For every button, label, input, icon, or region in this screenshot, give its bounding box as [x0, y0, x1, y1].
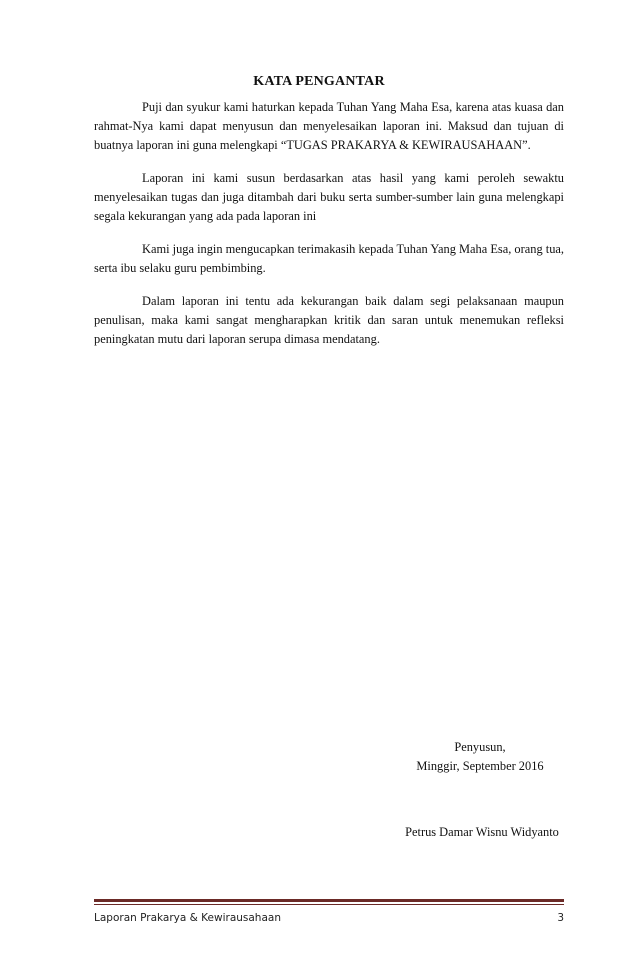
footer-rule-thick	[94, 899, 564, 902]
footer-document-title: Laporan Prakarya & Kewirausahaan	[94, 912, 281, 924]
signature-label: Penyusun,	[454, 740, 506, 754]
paragraph-4: Dalam laporan ini tentu ada kekurangan baik dalam segi pelaksanaan maupun penulisan, maka kami sangat mengharapkan kritik dan saran untuk menemukan refleksi peningkatan mutu dari laporan serupa dimasa mendatang.	[94, 294, 564, 346]
paragraph-2: Laporan ini kami susun berdasarkan atas hasil yang kami peroleh sewaktu menyelesaikan tugas dan juga ditambah dari buku serta sumber-sumber lain guna melengkapi segala kekurangan yang ada pada laporan ini	[94, 171, 564, 223]
footer-page-number: 3	[557, 912, 564, 924]
paragraph-3: Kami juga ingin mengucapkan terimakasih kepada Tuhan Yang Maha Esa, orang tua, serta ibu selaku guru pembimbing.	[94, 242, 564, 275]
signature-name: Petrus Damar Wisnu Widyanto	[405, 825, 559, 839]
paragraph-1: Puji dan syukur kami haturkan kepada Tuhan Yang Maha Esa, karena atas kuasa dan rahmat-Nya kami dapat menyusun dan menyelesaikan laporan ini. Maksud dan tujuan di buatnya laporan ini guna melengkapi “TUGAS PRAKARYA & KEWIRAUSAHAAN”.	[94, 100, 564, 152]
body-text	[94, 98, 564, 363]
page-title: KATA PENGANTAR	[253, 74, 385, 89]
signature-place-date: Minggir, September 2016	[416, 759, 544, 773]
footer-rule-thin	[94, 904, 564, 905]
